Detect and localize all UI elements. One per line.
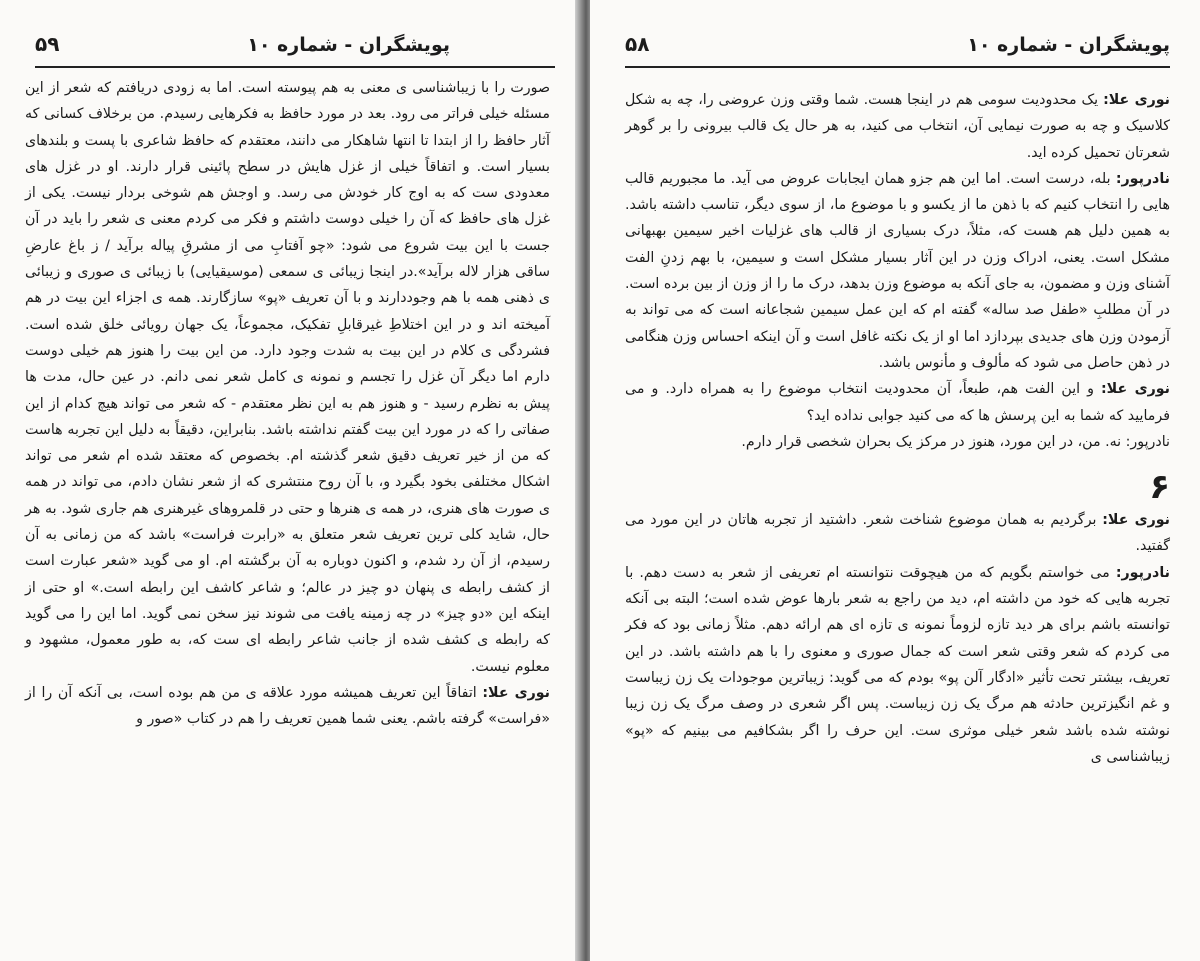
right-page-body	[625, 87, 1170, 770]
right-page-number: ۵۸	[625, 32, 650, 56]
paragraph-text: صورت را با زیباشناسی ی معنی به هم پیوسته است. اما به زودی دریافتم که شعر از این مسئله خیلی فراتر می رود. بعد در مورد حافظ به فکرهایی رسیدم. من برخلاف کسانی که آثار حافظ را از ابتدا تا انتها شاهکار می دانند، معتقدم که حافظ شاعری با پست و بلندهای بسیار است. و اتفاقاً خیلی از غزل هایش در سطح پائینی قرار دارند. او در غزل های معدودی ست که به اوج کار خودش می رسد. و اوجش هم شوخی بردار نیست. یکی از غزل های حافظ که آن را خیلی دوست داشتم و فکر می کردم معنی ی شعر را باید در آن جست با این بیت شروع می شود: «چو آفتابِ می از مشرقِ پیاله برآید / ز باغ عارضِ ساقی هزار لاله برآید».در اینجا زیبائی ی سمعی (موسیقیایی) با زیبائی ی صوری و زیبائی ی ذهنی همه با هم وجوددارند و با آن تعریف «پو» سازگارند. همه ی اجزاء این بیت در هم آمیخته اند و در این اختلاطِ غیرقابلِ تفکیک، مجموعاً، یک جهان رویائی خلق شده است. فشردگی ی کلام در این بیت به شدت وجود دارد. من این بیت را هنوز هم خیلی دوست دارم اما دیگر آن غزل را تجسم و نمونه ی کامل شعر نمی دانم. در عین حال، مدت ها پیش به نظرم رسید - و هنوز هم به این نظر معتقدم - که شعر می تواند هیچ کدام از این صفاتی را که در مورد این بیت گفتم نداشته باشد. بنابراین، دقیقاً به دلیل این تجربه هاست که من از خیر تعریف دقیق شعر گذشته ام. بخصوص که معتقد شده ام شعر می تواند اشکال مختلفی بخود بگیرد و، با آن روح منتشری که از شعر نشان دادم، می تواند در همه ی صورت های هنری، در همه ی هنرها و حتی در قلمروهای غیرهنری هم جاری شود. به هر حال، شاید کلی ترین تعریف شعر متعلق به «رابرت فراست» باشد که من زمانی به آن رسیدم، از آن رد شدم، و اکنون دوباره به آن برگشته ام. او می گوید «شعر عبارت است از کشف رابطه ی پنهان دو چیز در عالم؛ و شاعر کاشف این رابطه است.» او حتی از اینکه این «دو چیز» در چه زمینه یافت می شوند نیز سخن نمی گوید. اما این را می گوید که رابطه ی کشف شده از جانب شاعر رابطه ای ست که، به طور معمول، مشهود و معلوم نیست.	[25, 80, 550, 675]
paragraph-text: اتفاقاً این تعریف همیشه مورد علاقه ی من هم بوده است، بی آنکه آن را از «فراست» گرفته باشم. یعنی شما همین تعریف را هم در کتاب «صور و	[25, 684, 550, 728]
right-running-title: پویشگران - شماره ۱۰	[967, 34, 1170, 56]
paragraph	[25, 680, 550, 733]
speaker-label: نوری علا:	[1101, 381, 1170, 398]
paragraph	[625, 429, 1170, 455]
paragraph-text: نادرپور: نه. من، در این مورد، هنوز در مرکز یک بحران شخصی قرار دارم.	[741, 433, 1170, 450]
left-page	[0, 0, 580, 961]
speaker-label: نوری علا:	[1103, 92, 1170, 108]
paragraph-text: برگردیم به همان موضوع شناخت شعر. داشتید از تجربه هاتان در این مورد می گفتید.	[625, 512, 1170, 555]
paragraph-text: یک محدودیت سومی هم در اینجا هست. شما وقتی وزن عروضی را، چه به شکل کلاسیک و چه به صورت نیمایی آن، انتخاب می کنید، به هر حال یک قالب بیرونی را بر گوهر شعرتان تحمیل کرده اید.	[625, 92, 1170, 161]
left-page-body	[25, 75, 550, 732]
left-page-number: ۵۹	[35, 32, 60, 56]
left-running-title: پویشگران - شماره ۱۰	[247, 34, 450, 56]
left-page-header	[35, 28, 555, 68]
section-number: ۶	[1149, 467, 1170, 508]
speaker-label: نادرپور:	[1115, 564, 1170, 581]
speaker-label: نادرپور:	[1115, 170, 1170, 187]
paragraph	[625, 376, 1170, 429]
paragraph	[25, 75, 550, 680]
right-page	[590, 0, 1200, 961]
paragraph-text: و این الفت هم، طبعاً، آن محدودیت انتخاب موضوع را به همراه دارد. و می فرمایید که شما به این پرسش ها که می کنید جوابی نداده اید؟	[625, 381, 1170, 424]
right-page-header	[625, 28, 1170, 68]
speaker-label: نوری علا:	[482, 684, 550, 701]
paragraph-text: بله، درست است. اما این هم جزو همان ایجابات عروض می آید. ما مجبوریم قالب هایی را انتخاب کنیم که با ذهن ما از یکسو و با موضوع ما، از سوی دیگر، تناسب داشته باشد. به همین دلیل هم هست که، مثلاً، درک بسیاری از قالب های غزلیات اخیر سیمین بهبهانی مشکل است. یعنی، ادراک وزن در این آثار بسیار مشکل است و سیمین، با بهم زدنِ الفت آشنای وزن و مضمون، به جای آنکه به موضوع وزن بدهد، درک ما را از وزن از بین برده است. در آن مطلبِ «طفل صد ساله» گفته ام که این عمل سیمین شجاعانه است که می تواند به آزمودن وزن های جدیدی بپردازد اما او از یک نکته غافل است و آن اینکه احساس وزن هنگامی در ذهن حاصل می شود که مألوف و مأنوس باشد.	[625, 170, 1170, 371]
paragraph	[625, 87, 1170, 166]
paragraph	[625, 166, 1170, 376]
paragraph-text: می خواستم بگویم که من هیچوقت نتوانسته ام تعریفی از شعر به دست دهم. با تجربه هایی که خود من داشته ام، دید من راجع به شعر بارها عوض شده است؛ البته بی آنکه توانسته باشم برای هر دید تازه لزوماً نمونه ی تازه ای هم ارائه دهم. مثلاً زمانی بود که فکر می کردم که شعر وقتی شعر است که جمال صوری و معنوی را با هم داشته باشد. در این تعریف، بیشتر تحت تأثیر «ادگار آلن پو» بودم که می گوید: زیباترین موجودات یک زن زیباست و غم انگیزترین حادثه هم مرگ یک زن زیباست. پس اگر شعری در وصف مرگ یک زن زیبا نوشته شده باشد شعر خیلی موثری ست. این حرف را اگر بشکافیم می بینیم که «پو» زیباشناسی ی	[625, 564, 1170, 765]
paragraph	[625, 560, 1170, 770]
paragraph	[625, 507, 1170, 560]
speaker-label: نوری علا:	[1102, 512, 1170, 529]
